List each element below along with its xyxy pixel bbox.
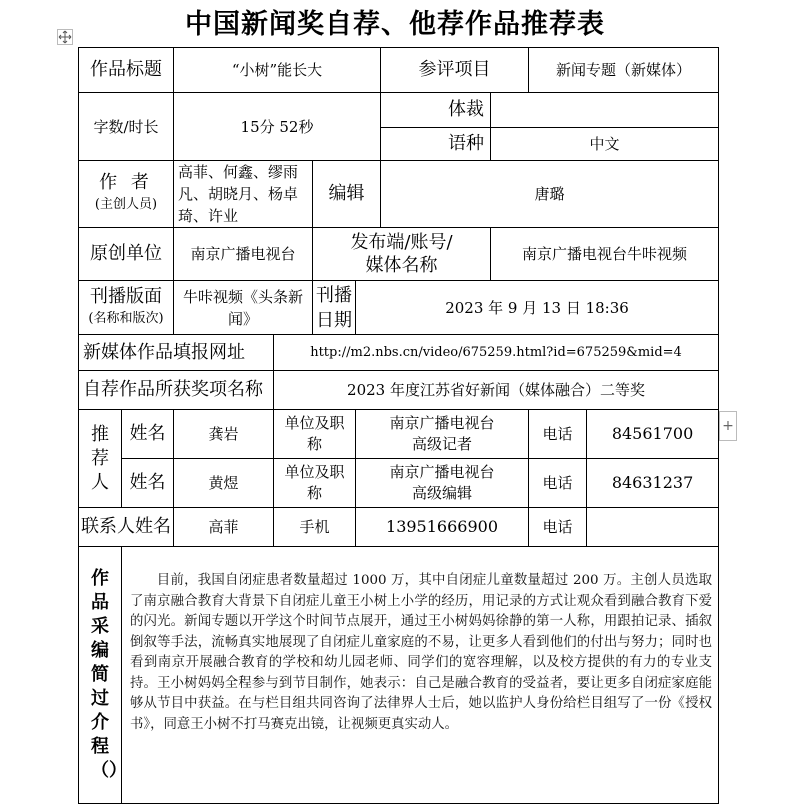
award-label: 自荐作品所获奖项名称 (79, 371, 274, 410)
date-label-line1: 刊播 (316, 284, 352, 306)
intro-text: 目前，我国自闭症患者数量超过 1000 万，其中自闭症儿童数量超过 200 万。主创人员选取了南京融合教育大背景下自闭症儿童王小树上小学的经历，用记录的方式让观众看到融合教育下爱的闪光。新闻专题以开学这个时间节点展开，通过王小树妈妈徐静的第一人称，用跟拍记录、插叙倒叙等手法，流畅真实地展现了自闭症儿童家庭的不易，让更多人看到他们的付出与努力；同时也看到南京开展融合教育的学校和幼儿园老师、同学们的宽容理解，以及校方提供的有力的专业支持。王小树妈妈全程参与到节目制作，她表示：自己是融合教育的受益者，要让更多自闭症家庭能够从节目中获益。在与栏目组共同咨询了法律界人士后，她以监护人身份给栏目组写了一份《授权书》，同意王小树不打马赛克出镜，让视频更真实动人。 (130, 573, 713, 732)
language-label: 语种 (381, 128, 491, 161)
date-value[interactable]: 2023 年 9 月 13 日 18:36 (356, 281, 719, 335)
add-column-plus-icon[interactable]: + (719, 411, 737, 441)
length-label: 字数/时长 (79, 93, 174, 161)
date-label-cell (313, 281, 356, 335)
rec1-unit-label: 单位及职称 (274, 410, 356, 459)
rec2-name-label: 姓名 (122, 459, 174, 508)
column-label-line2: (名称和版次) (88, 310, 164, 326)
author-label: 作 者 (99, 172, 153, 193)
contact-name-label: 联系人姓名 (79, 508, 174, 547)
rec1-phone-label: 电话 (529, 410, 587, 459)
authors-value[interactable]: 高菲、何鑫、缪雨凡、胡晓月、杨卓琦、许业 (174, 161, 313, 228)
author-label-cell (79, 161, 174, 228)
rec1-unit-line1: 南京广播电视台 (389, 414, 495, 432)
url-value[interactable]: http://m2.nbs.cn/video/675259.html?id=675259&mid=4 (274, 335, 719, 371)
rec2-name[interactable]: 黄煜 (174, 459, 274, 508)
length-value[interactable]: 15分 52秒 (174, 93, 381, 161)
award-value[interactable]: 2023 年度江苏省好新闻（媒体融合）二等奖 (274, 371, 719, 410)
author-note: (主创人员) (94, 197, 158, 212)
genre-label: 体裁 (381, 93, 491, 128)
rec2-phone[interactable]: 84631237 (587, 459, 719, 508)
rec2-unit-label: 单位及职称 (274, 459, 356, 508)
form-title: 中国新闻奖自荐、他荐作品推荐表 (185, 9, 605, 40)
mobile-label: 手机 (274, 508, 356, 547)
publisher-value[interactable]: 南京广播电视台牛咔视频 (491, 228, 719, 281)
publisher-label-line2: 媒体名称 (365, 255, 438, 276)
language-value[interactable]: 中文 (491, 128, 719, 161)
rec1-unit-line2: 高级记者 (412, 435, 473, 453)
rec2-unit-line1: 南京广播电视台 (389, 463, 495, 481)
contact-phone-value[interactable] (587, 508, 719, 547)
editor-label: 编辑 (313, 161, 381, 228)
recommendation-form-table (78, 47, 719, 804)
category-value[interactable]: 新闻专题（新媒体） (529, 48, 719, 93)
work-title-value[interactable]: “小树”能长大 (174, 48, 381, 93)
intro-label: 作品采编简过介程（） (79, 547, 122, 804)
date-label-line2: 日期 (316, 309, 352, 331)
unit-value[interactable]: 南京广播电视台 (174, 228, 313, 281)
category-label: 参评项目 (381, 48, 529, 93)
column-value[interactable]: 牛咔视频《头条新闻》 (174, 281, 313, 335)
mobile-value[interactable]: 13951666900 (356, 508, 529, 547)
column-label-line1: 刊播版面 (90, 285, 162, 307)
rec2-phone-label: 电话 (529, 459, 587, 508)
rec1-name[interactable]: 龚岩 (174, 410, 274, 459)
url-label: 新媒体作品填报网址 (79, 335, 274, 371)
publisher-label-cell (313, 228, 491, 281)
editor-value[interactable]: 唐璐 (381, 161, 719, 228)
work-title-label: 作品标题 (79, 48, 174, 93)
rec2-unit-cell[interactable] (356, 459, 529, 508)
rec2-unit-line2: 高级编辑 (412, 484, 473, 502)
rec1-unit-cell[interactable] (356, 410, 529, 459)
column-label-cell (79, 281, 174, 335)
intro-cell[interactable] (122, 547, 719, 804)
rec1-name-label: 姓名 (122, 410, 174, 459)
unit-label: 原创单位 (79, 228, 174, 281)
contact-phone-label: 电话 (529, 508, 587, 547)
rec1-phone[interactable]: 84561700 (587, 410, 719, 459)
publisher-label-line1: 发布端/账号/ (350, 232, 453, 253)
contact-name[interactable]: 高菲 (174, 508, 274, 547)
table-move-handle-icon[interactable] (57, 29, 73, 45)
recommender-label: 推荐人 (79, 410, 122, 508)
genre-value[interactable] (491, 93, 719, 128)
